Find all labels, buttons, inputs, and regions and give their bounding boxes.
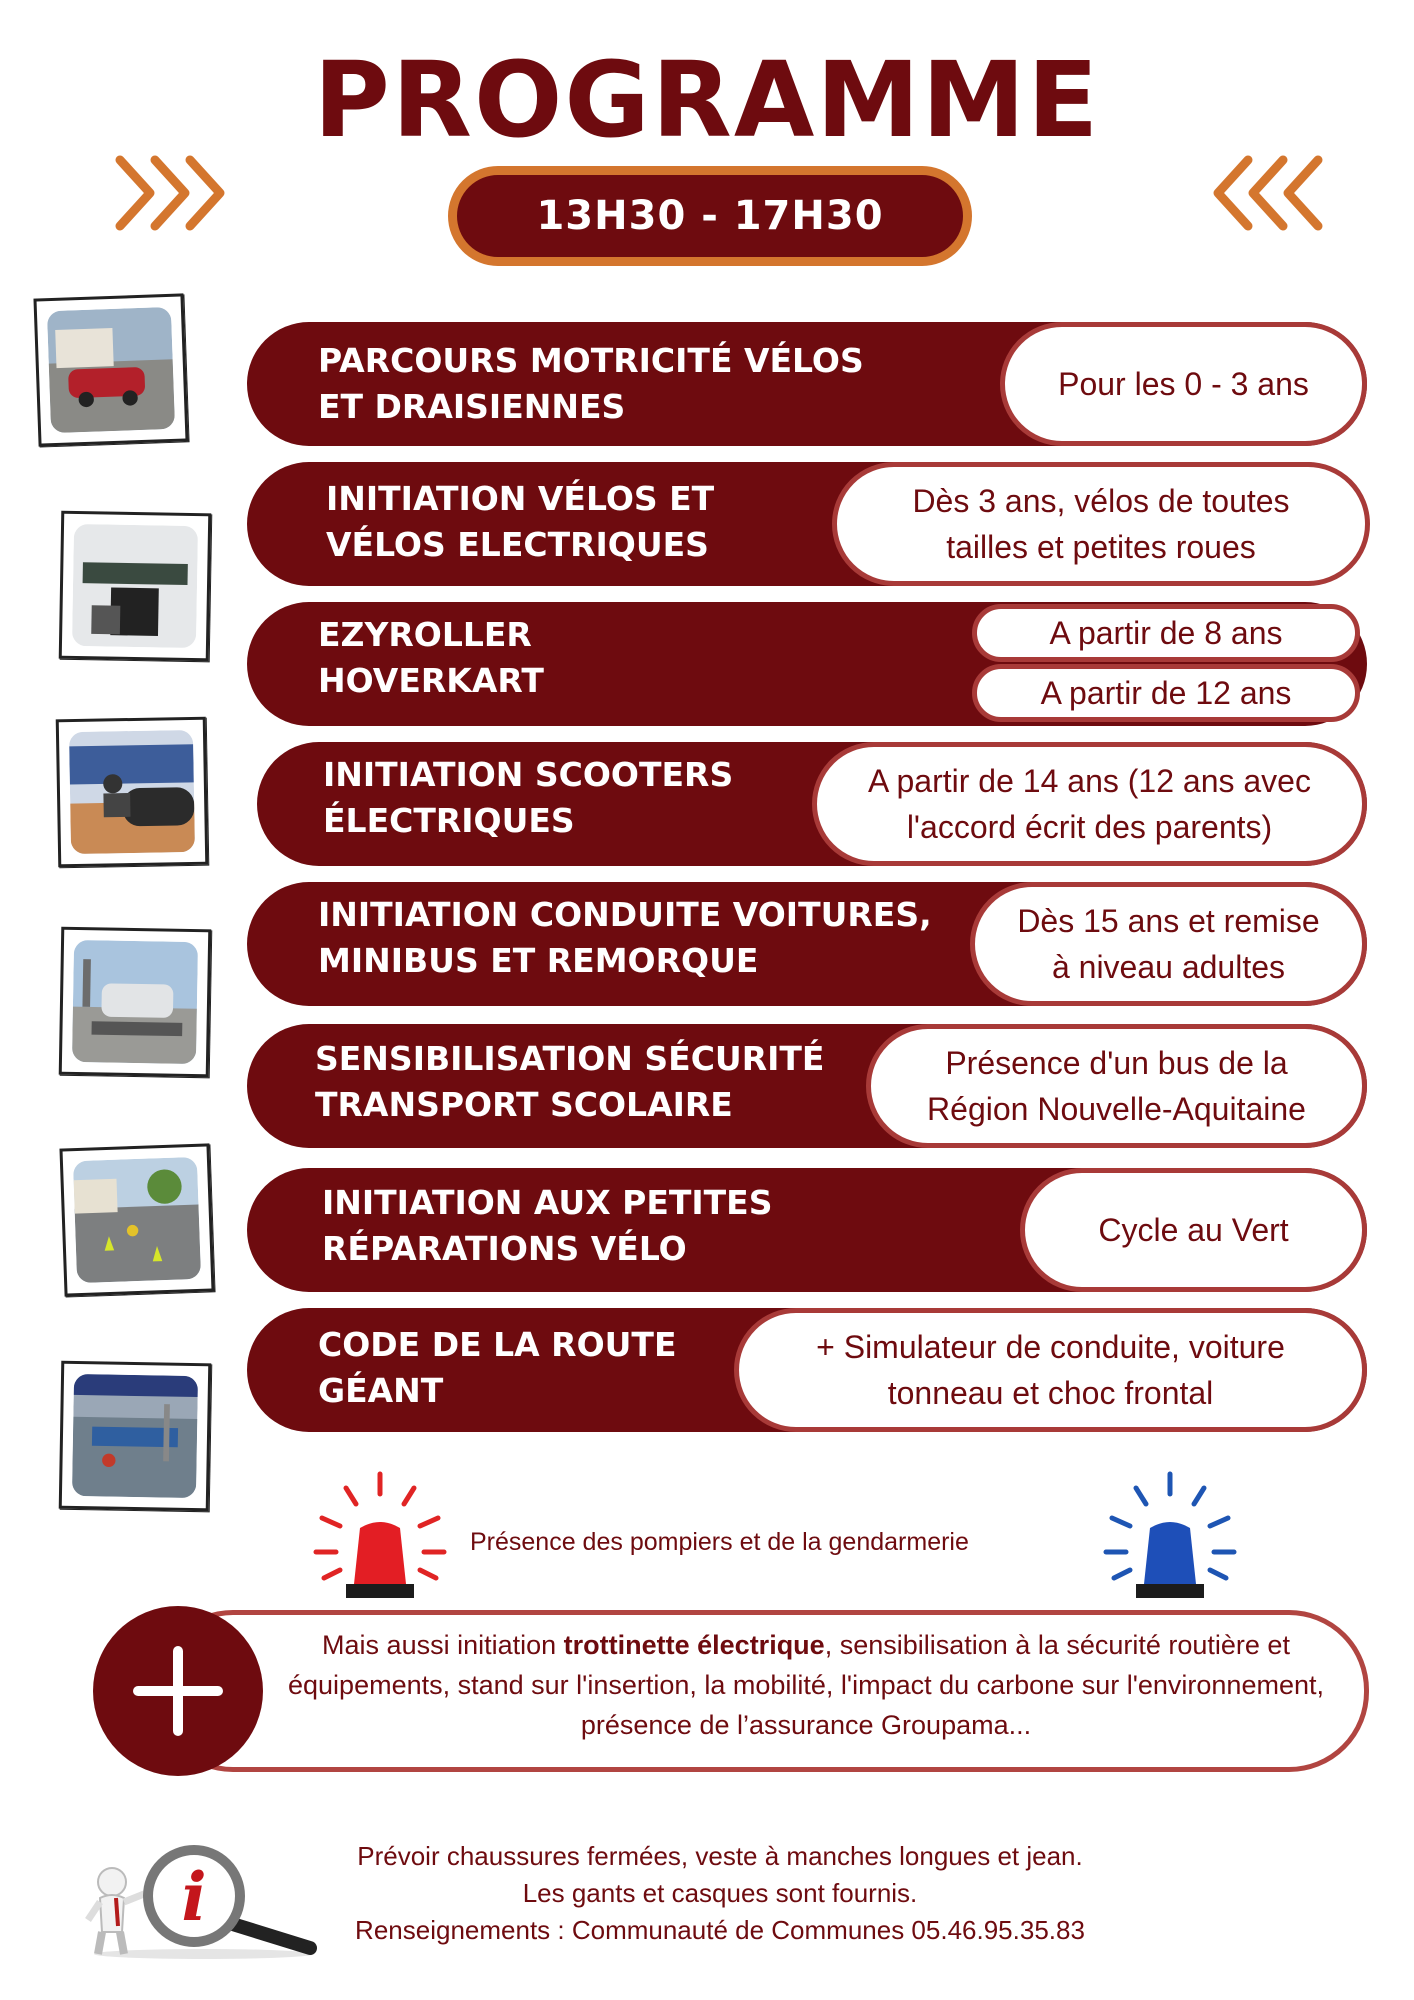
activity-title: INITIATION SCOOTERS ÉLECTRIQUES (323, 755, 734, 840)
activity-info: Dès 15 ans et remise à niveau adultes (970, 882, 1367, 1006)
info-magnifier-icon (84, 1836, 324, 1960)
photo-car-course (33, 293, 188, 446)
extra-info-text: Mais aussi initiation trottinette électrique, sensibilisation à la sécurité routière et équipements, stand sur l'insertion, la mobilité, l'impact du carbone sur l'environnement, présence de l’assurance Groupama... (288, 1630, 1324, 1740)
footer-line: Prévoir chaussures fermées, veste à manches longues et jean. (357, 1841, 1083, 1871)
photo-kids-bikes (59, 1143, 214, 1296)
activity-title: INITIATION AUX PETITES RÉPARATIONS VÉLO (322, 1183, 773, 1268)
photo-road-code (59, 1361, 212, 1512)
schedule-badge: 13H30 - 17H30 (448, 166, 972, 266)
activity-info: Cycle au Vert (1020, 1168, 1367, 1292)
footer-contact: Renseignements : Communauté de Communes 05.46.95.35.83 (355, 1915, 1085, 1945)
photo-simulator (59, 511, 212, 662)
extra-info-banner (93, 1610, 1369, 1772)
activity-info: A partir de 8 ans (972, 604, 1360, 662)
chevrons-right-icon (112, 148, 242, 238)
activity-info: Dès 3 ans, vélos de toutes tailles et petites roues (832, 462, 1370, 586)
red-siren-icon (310, 1468, 450, 1608)
activity-info: + Simulateur de conduite, voiture tonneau et choc frontal (734, 1308, 1367, 1432)
svg-text:i: i (181, 1858, 207, 1936)
blue-siren-icon (1100, 1468, 1240, 1608)
activity-info: Pour les 0 - 3 ans (1000, 322, 1367, 446)
activity-title: INITIATION CONDUITE VOITURES, MINIBUS ET REMORQUE (318, 895, 932, 980)
emergency-text: Présence des pompiers et de la gendarmerie (470, 1528, 969, 1556)
activity-title: SENSIBILISATION SÉCURITÉ TRANSPORT SCOLAIRE (315, 1039, 825, 1124)
activity-title: CODE DE LA ROUTE GÉANT (318, 1325, 677, 1410)
plus-icon (93, 1606, 263, 1776)
photo-hoverkart (56, 717, 209, 868)
activity-title: PARCOURS MOTRICITÉ VÉLOS ET DRAISIENNES (318, 341, 864, 426)
footer-notes (340, 1838, 1100, 1949)
footer-line: Les gants et casques sont fournis. (522, 1878, 918, 1908)
chevrons-left-icon (1196, 148, 1326, 238)
activity-info: A partir de 12 ans (972, 664, 1360, 722)
activity-title: INITIATION VÉLOS ET VÉLOS ELECTRIQUES (326, 479, 715, 564)
activity-info: Présence d'un bus de la Région Nouvelle-Aquitaine (866, 1024, 1367, 1148)
activity-title: EZYROLLER HOVERKART (318, 615, 544, 700)
activity-info: A partir de 14 ans (12 ans avec l'accord écrit des parents) (812, 742, 1367, 866)
page-title: PROGRAMME (313, 39, 1101, 161)
photo-car-trailer (59, 927, 212, 1078)
